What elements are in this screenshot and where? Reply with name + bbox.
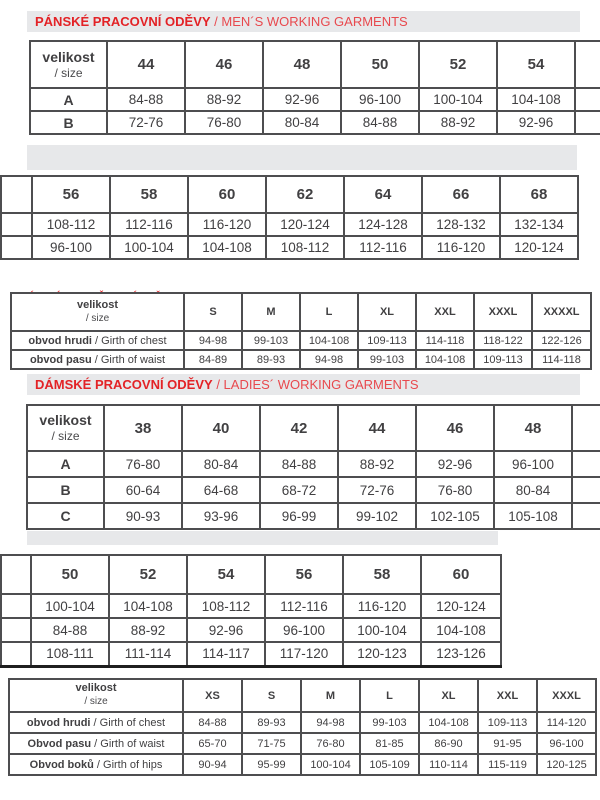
value-cell: 120-125: [537, 754, 596, 775]
value-cell: 108-111: [31, 642, 109, 666]
size-header-cell: XXL: [478, 679, 537, 712]
value-cell: 80-84: [263, 111, 341, 134]
row-label-english: / Girth of waist: [91, 737, 165, 750]
value-cell: 90-94: [183, 754, 242, 775]
value-cell: 88-92: [185, 88, 263, 111]
size-header-cell: 44: [107, 41, 185, 88]
size-header-cell: 42: [260, 405, 338, 451]
value-cell: 76-80: [416, 477, 494, 503]
value-cell: 112-116: [110, 213, 188, 236]
value-cell: 114-118: [416, 331, 474, 350]
row-label-english: / Girth of waist: [91, 353, 166, 366]
size-header-cell: 40: [182, 405, 260, 451]
row-label-cell: [9, 754, 183, 775]
value-cell: 100-104: [110, 236, 188, 259]
value-cell: 80-84: [182, 451, 260, 477]
value-cell: 111-114: [109, 642, 187, 666]
corner-label-czech: velikost: [77, 298, 118, 311]
table-row: [1, 618, 501, 642]
section-title-english: / LADIES´ WORKING GARMENTS: [212, 377, 419, 392]
value-cell: 114-120: [537, 712, 596, 733]
size-header-cell: S: [184, 293, 242, 331]
value-cell: 76-80: [301, 733, 360, 754]
value-cell: 96-99: [260, 503, 338, 529]
value-cell: 81-85: [360, 733, 419, 754]
cut-cell: [1, 618, 31, 642]
value-cell: 122-126: [532, 331, 591, 350]
table-row: [1, 642, 501, 666]
value-cell: 104-108: [416, 350, 474, 369]
value-cell: 84-88: [260, 451, 338, 477]
value-cell: 72-76: [107, 111, 185, 134]
value-cell: 116-120: [422, 236, 500, 259]
value-cell: 112-116: [344, 236, 422, 259]
cut-cell: [572, 405, 600, 451]
size-corner-cell: [30, 41, 107, 88]
cut-cell: [572, 503, 600, 529]
size-header-cell: 56: [32, 176, 110, 213]
table-row: [1, 236, 578, 259]
value-cell: 64-68: [182, 477, 260, 503]
size-header-cell: XL: [358, 293, 416, 331]
value-cell: 112-116: [265, 594, 343, 618]
section-title-czech: DÁMSKÉ PRACOVNÍ ODĚVY: [35, 377, 213, 392]
size-header-cell: 48: [263, 41, 341, 88]
table-row: [27, 477, 600, 503]
size-header-cell: 60: [421, 555, 501, 594]
size-header-cell: 58: [343, 555, 421, 594]
value-cell: 108-112: [266, 236, 344, 259]
continuation-band: [27, 531, 498, 545]
value-cell: 84-88: [31, 618, 109, 642]
cut-cell: [575, 88, 600, 111]
value-cell: 100-104: [343, 618, 421, 642]
value-cell: 109-113: [474, 350, 532, 369]
ladies-working-sizes-table-1: [26, 404, 600, 530]
size-table: [29, 40, 600, 135]
value-cell: 99-102: [338, 503, 416, 529]
ladies-measurements-table: [8, 678, 597, 776]
value-cell: 99-103: [358, 350, 416, 369]
value-cell: 92-96: [263, 88, 341, 111]
value-cell: 76-80: [104, 451, 182, 477]
value-cell: 80-84: [494, 477, 572, 503]
value-cell: 96-100: [265, 618, 343, 642]
size-header-cell: XS: [183, 679, 242, 712]
table-row: [30, 111, 600, 134]
row-label-czech: obvod pasu: [29, 353, 92, 366]
row-label-english: / Girth of chest: [91, 334, 167, 347]
value-cell: 120-124: [500, 236, 578, 259]
size-header-cell: 60: [188, 176, 266, 213]
value-cell: 104-108: [421, 618, 501, 642]
cut-cell: [1, 213, 32, 236]
row-label-cell: A: [27, 451, 104, 477]
value-cell: 100-104: [31, 594, 109, 618]
value-cell: 92-96: [416, 451, 494, 477]
row-label-cell: [11, 350, 184, 369]
row-label-cell: [9, 733, 183, 754]
section-title-ladies-working: [27, 374, 580, 395]
size-header-cell: M: [242, 293, 300, 331]
table-row: [1, 213, 578, 236]
value-cell: 114-118: [532, 350, 591, 369]
corner-label-czech: velikost: [75, 682, 117, 695]
size-header-cell: 50: [341, 41, 419, 88]
size-header-cell: L: [300, 293, 358, 331]
value-cell: 86-90: [419, 733, 478, 754]
size-table: [10, 292, 592, 370]
row-label-cell: A: [30, 88, 107, 111]
mens-leisure-sizes-table: [10, 292, 592, 370]
section-title-mens-working: [27, 11, 580, 32]
value-cell: 92-96: [497, 111, 575, 134]
value-cell: 84-88: [107, 88, 185, 111]
value-cell: 100-104: [301, 754, 360, 775]
value-cell: 92-96: [187, 618, 265, 642]
value-cell: 88-92: [338, 451, 416, 477]
value-cell: 108-112: [32, 213, 110, 236]
value-cell: 104-108: [497, 88, 575, 111]
table-row: [11, 350, 591, 369]
value-cell: 71-75: [242, 733, 301, 754]
cut-cell: [1, 594, 31, 618]
value-cell: 99-103: [360, 712, 419, 733]
size-header-cell: 66: [422, 176, 500, 213]
size-header-cell: 52: [109, 555, 187, 594]
size-header-cell: XXXXL: [532, 293, 591, 331]
value-cell: 99-103: [242, 331, 300, 350]
size-header-cell: 58: [110, 176, 188, 213]
row-label-english: / Girth of chest: [90, 716, 166, 729]
size-header-cell: 56: [265, 555, 343, 594]
cut-cell: [1, 236, 32, 259]
value-cell: 89-93: [242, 350, 300, 369]
size-header-cell: L: [360, 679, 419, 712]
continuation-band: [27, 145, 577, 170]
size-header-cell: S: [242, 679, 301, 712]
row-label-cell: [9, 712, 183, 733]
value-cell: 109-113: [478, 712, 537, 733]
value-cell: 115-119: [478, 754, 537, 775]
corner-label-czech: velikost: [42, 48, 95, 65]
value-cell: 117-120: [265, 642, 343, 666]
corner-label-english: / size: [84, 696, 108, 708]
value-cell: 105-108: [494, 503, 572, 529]
cut-cell: [575, 111, 600, 134]
row-label-cell: [11, 331, 184, 350]
table-row: [9, 733, 596, 754]
row-label-czech: Obvod boků: [29, 758, 94, 771]
value-cell: 104-108: [188, 236, 266, 259]
value-cell: 100-104: [419, 88, 497, 111]
row-label-english: / Girth of hips: [93, 758, 163, 771]
value-cell: 108-112: [187, 594, 265, 618]
size-header-cell: 46: [185, 41, 263, 88]
value-cell: 104-108: [109, 594, 187, 618]
size-header-cell: XL: [419, 679, 478, 712]
row-label-cell: C: [27, 503, 104, 529]
value-cell: 89-93: [242, 712, 301, 733]
size-corner-cell: [27, 405, 104, 451]
corner-label-czech: velikost: [39, 412, 92, 429]
value-cell: 94-98: [184, 331, 242, 350]
value-cell: 102-105: [416, 503, 494, 529]
value-cell: 88-92: [419, 111, 497, 134]
cut-cell: [1, 555, 31, 594]
cut-cell: [1, 176, 32, 213]
value-cell: 96-100: [537, 733, 596, 754]
size-header-cell: 48: [494, 405, 572, 451]
value-cell: 96-100: [494, 451, 572, 477]
value-cell: 91-95: [478, 733, 537, 754]
cut-cell: [575, 41, 600, 88]
value-cell: 104-108: [419, 712, 478, 733]
size-header-cell: 68: [500, 176, 578, 213]
value-cell: 84-88: [341, 111, 419, 134]
value-cell: 68-72: [260, 477, 338, 503]
value-cell: 116-120: [343, 594, 421, 618]
mens-working-sizes-table-1: [29, 40, 600, 135]
size-header-cell: XXXL: [474, 293, 532, 331]
value-cell: 90-93: [104, 503, 182, 529]
row-label-czech: obvod hrudi: [28, 334, 92, 347]
cut-cell: [572, 477, 600, 503]
size-corner-cell: [11, 293, 184, 331]
value-cell: 132-134: [500, 213, 578, 236]
size-header-cell: 44: [338, 405, 416, 451]
value-cell: 114-117: [187, 642, 265, 666]
value-cell: 120-124: [266, 213, 344, 236]
value-cell: 120-124: [421, 594, 501, 618]
table-row: [11, 331, 591, 350]
value-cell: 94-98: [301, 712, 360, 733]
value-cell: 109-113: [358, 331, 416, 350]
row-label-cell: B: [30, 111, 107, 134]
size-header-cell: 52: [419, 41, 497, 88]
value-cell: 105-109: [360, 754, 419, 775]
cut-cell: [572, 451, 600, 477]
table-row: [1, 594, 501, 618]
size-table: [26, 404, 600, 530]
value-cell: 93-96: [182, 503, 260, 529]
row-label-czech: obvod hrudi: [26, 716, 91, 729]
size-header-cell: 50: [31, 555, 109, 594]
value-cell: 60-64: [104, 477, 182, 503]
value-cell: 94-98: [300, 350, 358, 369]
mens-working-sizes-table-2: [0, 175, 579, 260]
size-header-cell: 54: [497, 41, 575, 88]
value-cell: 96-100: [32, 236, 110, 259]
section-title-czech: PÁNSKÉ PRACOVNÍ ODĚVY: [35, 14, 211, 29]
corner-label-english: / size: [54, 65, 83, 80]
value-cell: 123-126: [421, 642, 501, 666]
size-table: [0, 175, 579, 260]
row-label-czech: Obvod pasu: [27, 737, 92, 750]
table-row: [9, 712, 596, 733]
value-cell: 84-89: [184, 350, 242, 369]
value-cell: 110-114: [419, 754, 478, 775]
size-header-cell: XXL: [416, 293, 474, 331]
size-header-cell: 64: [344, 176, 422, 213]
value-cell: 84-88: [183, 712, 242, 733]
size-corner-cell: [9, 679, 183, 712]
table-row: [27, 451, 600, 477]
size-table: [0, 554, 502, 668]
table-row: [30, 88, 600, 111]
table-row: [27, 503, 600, 529]
value-cell: 88-92: [109, 618, 187, 642]
value-cell: 65-70: [183, 733, 242, 754]
size-table: [8, 678, 597, 776]
value-cell: 124-128: [344, 213, 422, 236]
value-cell: 120-123: [343, 642, 421, 666]
row-label-cell: B: [27, 477, 104, 503]
size-header-cell: 62: [266, 176, 344, 213]
cut-cell: [1, 642, 31, 666]
value-cell: 116-120: [188, 213, 266, 236]
value-cell: 72-76: [338, 477, 416, 503]
size-header-cell: 46: [416, 405, 494, 451]
value-cell: 76-80: [185, 111, 263, 134]
value-cell: 104-108: [300, 331, 358, 350]
size-header-cell: 54: [187, 555, 265, 594]
value-cell: 96-100: [341, 88, 419, 111]
size-header-cell: XXXL: [537, 679, 596, 712]
value-cell: 118-122: [474, 331, 532, 350]
table-row: [9, 754, 596, 775]
corner-label-english: / size: [51, 429, 80, 444]
corner-label-english: / size: [85, 312, 110, 324]
value-cell: 95-99: [242, 754, 301, 775]
size-header-cell: M: [301, 679, 360, 712]
size-header-cell: 38: [104, 405, 182, 451]
section-title-english: / MEN´S WORKING GARMENTS: [210, 14, 408, 29]
ladies-working-sizes-table-2: [0, 554, 502, 668]
value-cell: 128-132: [422, 213, 500, 236]
